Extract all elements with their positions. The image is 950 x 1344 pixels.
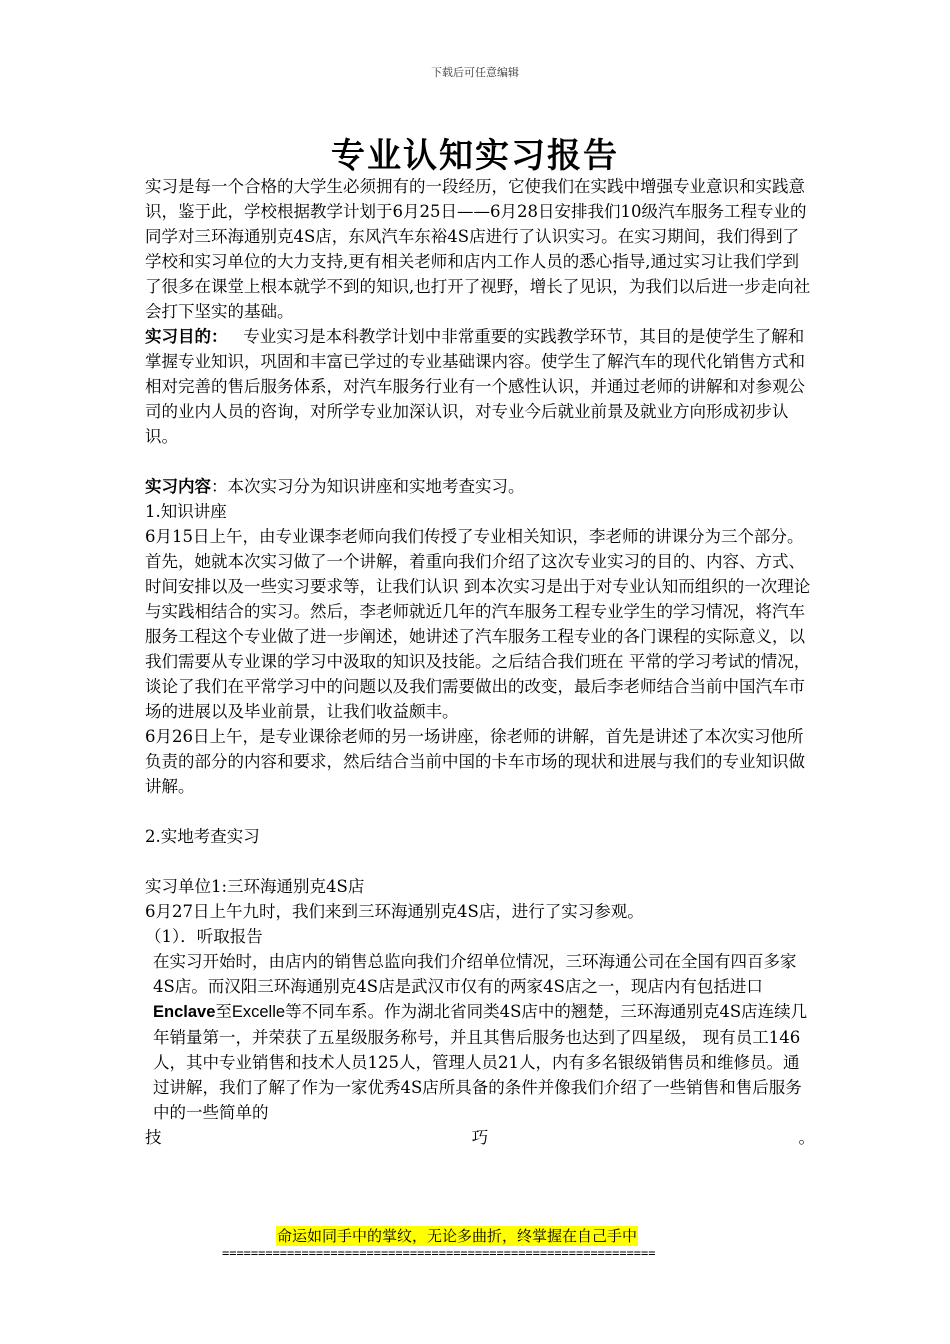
brand-enclave: Enclave — [153, 1003, 216, 1021]
header-note: 下载后可任意编辑 — [431, 66, 519, 79]
last-line-char-3: 。 — [798, 1128, 815, 1147]
brand-excelle: Excelle — [231, 1003, 286, 1021]
content-paragraph — [145, 474, 815, 499]
last-line-char-1: 技 — [145, 1128, 162, 1147]
report-last-line — [145, 1125, 815, 1150]
report-text-a: 在实习开始时，由店内的销售总监向我们介绍单位情况，三环海通公司在全国有四百多家4S店。而汉阳三环海通别克4S店是武汉市仅有的两家4S店之一，现店内有包括进口 — [153, 952, 797, 996]
section1-para1: 6月15日上午，由专业课李老师向我们传授了专业相关知识，李老师的讲课分为三个部分。首先，她就本次实习做了一个讲解，着重向我们介绍了这次专业实习的目的、内容、方式、时间安排以及一些实习要求等，让我们认识 到本次实习是出于对专业认知而组织的一次理论与实践相结合的实习。然后，李老师就近几年的汽车服务工程专业学生的学习情况，将汽车服务工程这个专业做了进一步阐述，她讲述了汽车服务工程专业的各门课程的实际意义，以我们需要从专业课的学习中汲取的知识及技能。之后结合我们班在 平常的学习考试的情况，谈论了我们在平常学习中的问题以及我们需要做出的改变，最后李老师结合当前中国汽车市场的进展以及毕业前景，让我们收益颇丰。 — [145, 527, 811, 721]
content-label: 实习内容 — [145, 477, 211, 496]
purpose-label: 实习目的： — [145, 327, 228, 346]
unit-line: 实习单位1:三环海通别克4S店 — [145, 877, 365, 896]
content-text: ：本次实习分为知识讲座和实地考查实习。 — [211, 477, 525, 496]
report-paragraph — [145, 949, 815, 1125]
last-line-char-2: 巧 — [471, 1128, 489, 1147]
section1-heading: 1.知识讲座 — [145, 502, 227, 521]
visit-line: 6月27日上午九时，我们来到三环海通别克4S店，进行了实习参观。 — [145, 902, 644, 921]
purpose-paragraph — [145, 324, 815, 449]
section1-para2: 6月26日上午，是专业课徐老师的另一场讲座，徐老师的讲解，首先是讲述了本次实习他所负责的部分的内容和要求，然后结合当前中国的卡车市场的现状和进展与我们的专业知识做讲解。 — [145, 727, 805, 796]
intro-paragraph: 实习是每一个合格的大学生必须拥有的一段经历，它使我们在实践中增强专业意识和实践意识，鉴于此，学校根据教学计划于6月25日——6月28日安排我们10级汽车服务工程专业的同学对三环海通别克4S店，东风汽车东裕4S店进行了认识实习。在实习期间，我们得到了学校和实习单位的大力支持,更有相关老师和店内工作人员的悉心指导,通过实习让我们学到了很多在课堂上根本就学不到的知识,也打开了视野，增长了见识，为我们以后进一步走向社会打下坚实的基础。 — [145, 177, 811, 321]
document-body — [145, 174, 815, 1150]
page-title: 专业认知实习报告 — [331, 136, 619, 176]
footer-motto: 命运如同手中的掌纹，无论多曲折，终掌握在自己手中 — [277, 1227, 638, 1245]
purpose-text: 专业实习是本科教学计划中非常重要的实践教学环节，其目的是使学生了解和掌握专业知识，巩固和丰富已学过的专业基础课内容。使学生了解汽车的现代化销售方式和相对完善的售后服务体系，对汽车服务行业有一个感性认识，并通过老师的讲解和对参观公司的业内人员的咨询，对所学专业加深认识，对专业今后就业前景及就业方向形成初步认识。 — [145, 327, 805, 446]
report-text-mid: 至 — [215, 1002, 232, 1021]
footer-rule: ============================================================ — [222, 1246, 656, 1260]
report-text-b: 等不同车系。作为湖北省同类4S店中的翘楚，三环海通别克4S店连续几年销量第一，并荣获了五星级服务称号，并且其售后服务也达到了四星级， 现有员工146人，其中专业销售和技术人员125人，管理人员21人，内有多名银级销售员和维修员。通过讲解，我们了解了作为一家优秀4S店所具备的条件并像我们介绍了一些销售和售后服务中的一些简单的 — [153, 1002, 808, 1122]
sub-heading: （1）．听取报告 — [145, 927, 263, 946]
section2-heading: 2.实地考查实习 — [145, 827, 260, 846]
